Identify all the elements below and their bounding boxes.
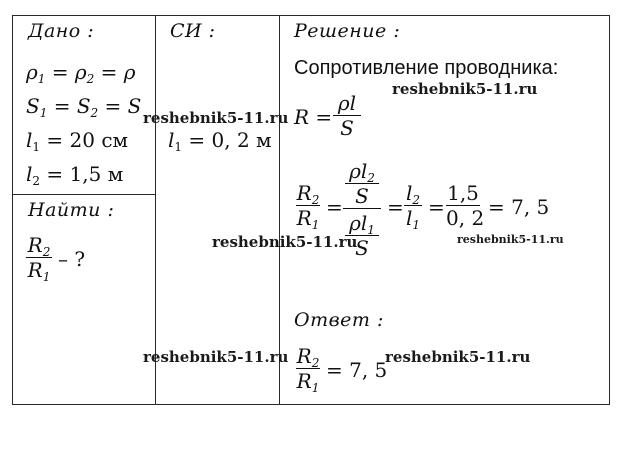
resistance-formula-fraction: ρl S [333, 92, 361, 139]
length-ratio-fraction: $l_2$ $l_1$ [405, 181, 421, 232]
si-header: СИ : [170, 20, 216, 42]
compound-top-fraction: $\rho l_2$ S [345, 160, 379, 207]
resistance-formula-lhs: R = [294, 105, 333, 129]
watermark: reshebnik5-11.ru [143, 348, 289, 366]
value-ratio-fraction: 1,5 0, 2 [446, 181, 485, 230]
given-length-2: $l_2 = 1,5$ м [26, 162, 124, 188]
given-find-divider [12, 194, 156, 195]
watermark: reshebnik5-11.ru [385, 348, 531, 366]
watermark: reshebnik5-11.ru [457, 233, 564, 246]
ratio-equals-2: = [387, 195, 404, 219]
answer-result: = 7, 5 [326, 358, 388, 382]
solution-header: Решение : [294, 20, 401, 42]
ratio-equals-3: = [428, 195, 445, 219]
find-header: Найти : [28, 199, 115, 221]
watermark: reshebnik5-11.ru [143, 109, 289, 127]
given-area-equality: $S_1 = S_2 = S$ [26, 94, 142, 120]
ratio-equals-1: = [326, 195, 343, 219]
column-divider-2 [279, 15, 280, 405]
given-resistivity-equality: $\rho_1 = \rho_2 = \rho$ [26, 60, 136, 86]
ratio-lhs-fraction: $R_2$ $R_1$ [296, 181, 320, 232]
si-length-1: $l_1 = 0$, 2 м [168, 128, 272, 154]
given-length-1: $l_1 = 20$ см [26, 128, 129, 154]
ratio-result: = 7, 5 [488, 195, 550, 219]
find-ratio-fraction: $R_2$ $R_1$ [27, 233, 51, 284]
given-header: Дано : [28, 20, 95, 42]
column-divider-1 [155, 15, 156, 405]
answer-header: Ответ : [294, 309, 384, 331]
compound-bottom-fraction: $\rho l_1$ S [345, 212, 379, 259]
find-question: – ? [58, 247, 86, 271]
watermark: reshebnik5-11.ru [212, 233, 358, 251]
watermark: reshebnik5-11.ru [392, 80, 538, 98]
solution-intro: Сопротивление проводника: [294, 57, 559, 79]
answer-ratio-fraction: $R_2$ $R_1$ [296, 344, 320, 395]
compound-main-bar [343, 208, 381, 209]
